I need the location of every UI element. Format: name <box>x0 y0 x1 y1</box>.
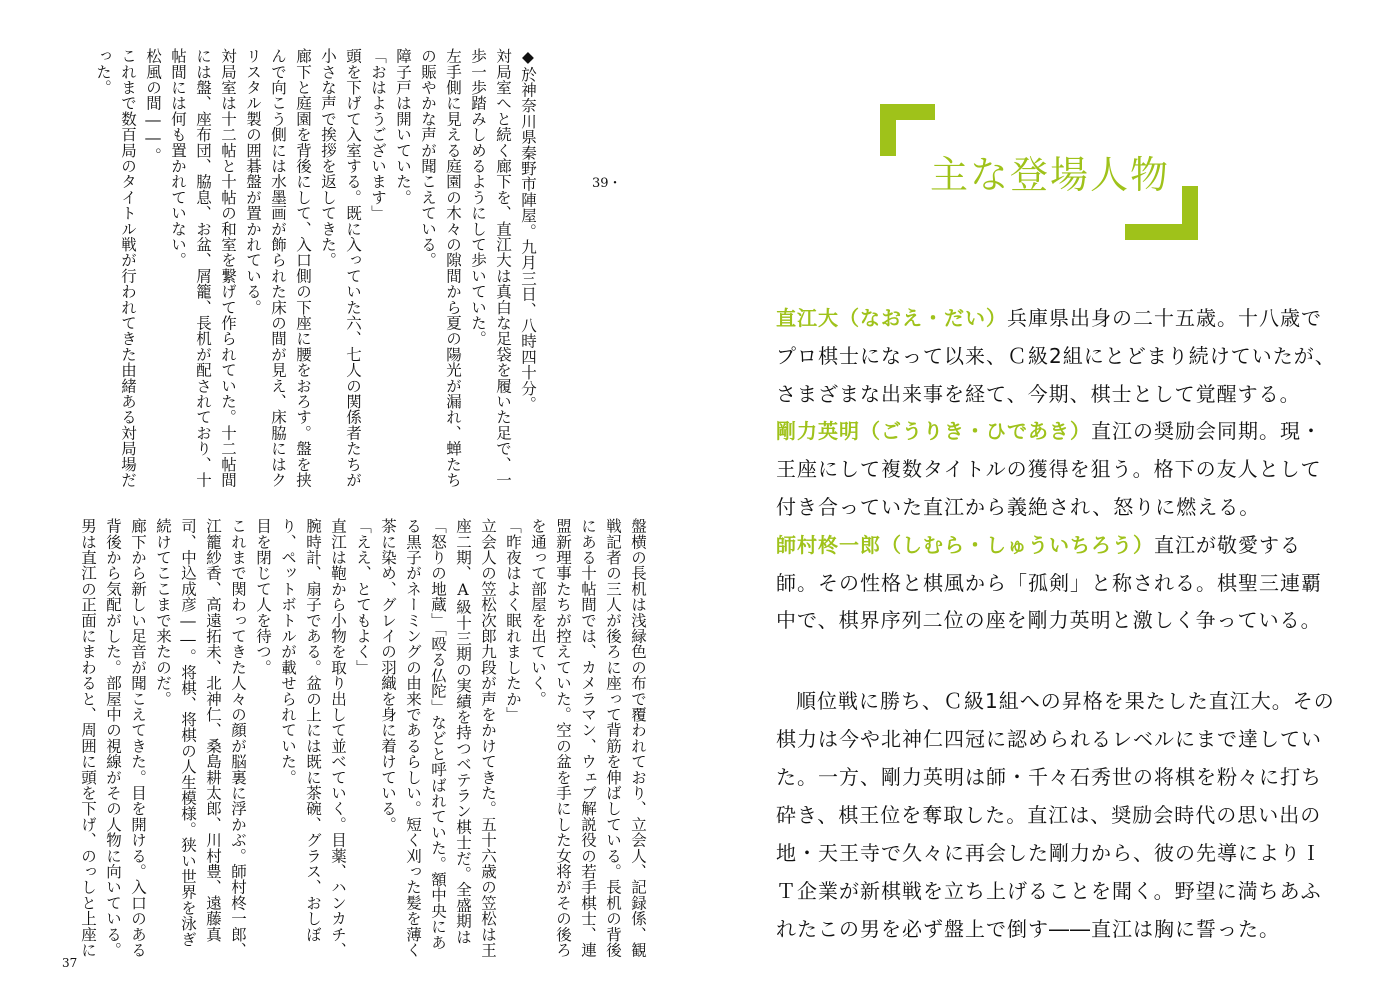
character-name: 剛力英明（ごうりき・ひであき） <box>776 419 1091 444</box>
character-entry <box>776 300 1336 413</box>
character-name: 師村柊一郎（しむら・しゅういちろう） <box>776 532 1154 557</box>
page-title: 主な登場人物 <box>930 153 1171 197</box>
chapter-number: 39・ <box>592 176 622 191</box>
page-number: 37 <box>62 956 78 970</box>
character-description: 兵庫県出身の二十五歳。十八歳でプロ棋士になって以来、Ｃ級2組にとどまり続けていたが、さまざまな出来事を経て、今期、棋士として覚醒する。 <box>776 306 1336 406</box>
character-name: 直江大（なおえ・だい） <box>776 306 1007 330</box>
opening-bracket-horizontal <box>880 104 935 120</box>
right-page <box>695 0 1390 1000</box>
novel-text-upper: ◆於神奈川県秦野市陣屋。九月三日、八時四十分。 対局室へと続く廊下を、直江大は真白な足袋を履いた足で、一歩一歩踏みしめるようにして歩いていた。 左手側に見える庭園の木々の隙間から夏の陽光が漏れ、蝉たちの賑やかな声が聞こえている。 障子戸は開いていた。 「おはようございます」 頭を下げて入室する。既に入っていた六、七人の関係者たちが小さな声で挨拶を返してきた。 廊下と庭園を背後にして、入口側の下座に腰をおろす。盤を挟んで向こう側には水墨画が飾られた床の間が見え、床脇にはクリスタル製の囲碁盤が置かれている。 対局室は十二帖と十帖の和室を繋げて作られていた。十二帖間には盤、座布団、脇息、お盆、屑籠、長机が配されており、十帖間には何も置かれていない。 松風の間――。 これまで数百局のタイトル戦が行われてきた由緒ある対局場だった。 <box>94 48 537 488</box>
character-description: 直江の奨励会同期。現・王座にして複数タイトルの獲得を狙う。格下の友人として付き合っていた直江から義絶され、怒りに燃える。 <box>776 419 1322 519</box>
novel-text-lower: 盤横の長机は浅緑色の布で覆われており、立会人、記録係、観戦記者の三人が後ろに座って背筋を伸ばしている。長机の背後にある十帖間では、カメラマン、ウェブ解説役の若手棋士、連盟新理事たちが控えていた。空の盆を手にした女将がその後ろを通って部屋を出ていく。 「昨夜はよく眠れましたか」 立会人の笠松次郎九段が声をかけてきた。五十六歳の笠松は王座二期、A級十三期の実績を持つベテラン棋士だ。全盛期は「怒りの地蔵」「殴る仏陀」などと呼ばれていた。額中央にある黒子がネーミングの由来であるらしい。短く刈った髪を薄く茶に染め、グレイの羽織を身に着けている。 「ええ、とてもよく」 直江は鞄から小物を取り出して並べていく。目薬、ハンカチ、腕時計、扇子である。盆の上には既に茶碗、グラス、おしぼり、ペットボトルが載せられていた。 目を閉じて人を待つ。 これまで関わってきた人々の顔が脳裏に浮かぶ。師村柊一郎、江籠紗香、高遠拓未、北神仁、桑島耕太郎、川村豊、遠藤真司、中込成彦――。将棋、将棋の人生模様。狭い世界を泳ぎ続けてここまで来たのだ。 廊下から新しい足音が聞こえてきた。目を開ける。入口のある背後から気配がした。部屋中の視線がその人物に向いている。 男は直江の正面にまわると、周囲に頭を下げ、のっしと上座に <box>79 518 647 958</box>
story-summary: 順位戦に勝ち、Ｃ級1組への昇格を果たした直江大。その棋力は今や北神仁四冠に認められるレベルにまで達していた。一方、剛力英明は師・千々石秀世の将棋を粉々に打ち砕き、棋王位を奪取した。直江は、奨励会時代の思い出の地・天王寺で久々に再会した剛力から、彼の先導によりＩＴ企業が新棋戦を立ち上げることを聞く。野望に満ちあふれたこの男を必ず盤上で倒す――直江は胸に誓った。 <box>776 689 1335 941</box>
character-entry <box>776 413 1336 526</box>
closing-bracket-horizontal <box>1125 224 1198 240</box>
character-description: 直江が敬愛する師。その性格と棋風から「孤剣」と称される。棋聖三連覇中で、棋界序列二位の座を剛力英明と激しく争っている。 <box>776 532 1322 633</box>
character-list <box>776 300 1336 640</box>
character-entry <box>776 527 1336 640</box>
